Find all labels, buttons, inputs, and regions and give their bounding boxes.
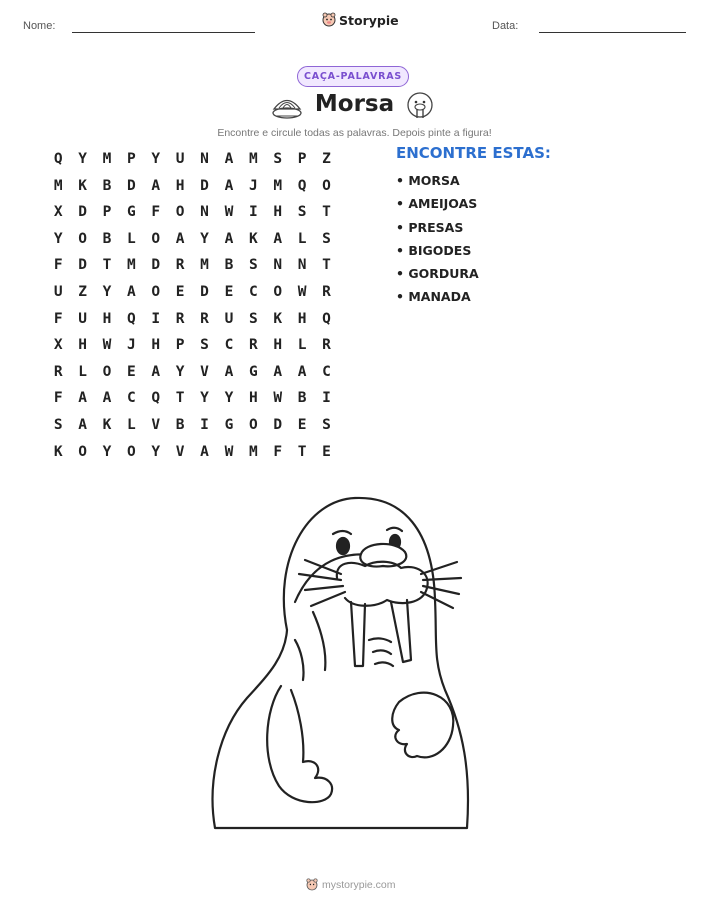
grid-cell[interactable]: M [127,257,136,274]
grid-cell[interactable]: A [224,230,234,247]
grid-cell[interactable]: O [151,283,161,300]
grid-row [46,412,339,439]
grid-cell[interactable]: B [297,390,307,407]
puzzle-type-badge: CAÇA-PALAVRAS [297,66,409,87]
grid-cell[interactable]: F [273,443,283,460]
grid-cell[interactable]: X [53,204,63,221]
grid-row [46,226,339,253]
grid-cell[interactable]: O [273,283,283,300]
grid-cell[interactable]: Y [151,151,161,167]
grid-cell[interactable]: C [248,283,258,300]
grid-cell[interactable]: B [224,257,234,274]
grid-cell[interactable]: Z [78,283,87,300]
grid-cell[interactable]: E [224,283,234,300]
grid-cell[interactable]: D [151,257,161,274]
grid-cell[interactable]: Q [53,151,63,167]
grid-cell[interactable]: D [78,204,87,221]
grid-row [46,279,339,306]
word-list-title: ENCONTRE ESTAS: [396,144,551,162]
grid-cell[interactable]: O [78,443,87,460]
grid-cell[interactable]: K [53,443,63,460]
grid-cell[interactable]: K [78,177,87,194]
grid-cell[interactable]: O [175,204,185,221]
grid-cell[interactable]: V [175,443,185,460]
grid-cell[interactable]: D [273,416,283,433]
grid-cell[interactable]: D [200,177,209,194]
grid-cell[interactable]: O [127,443,136,460]
grid-cell[interactable]: W [102,337,112,354]
grid-cell[interactable]: I [200,416,209,433]
instructions: Encontre e circule todas as palavras. Depois pinte a figura! [217,127,492,139]
grid-cell[interactable]: R [248,337,258,354]
grid-cell[interactable]: S [273,151,283,167]
grid-cell[interactable]: C [224,337,234,354]
grid-cell[interactable]: A [151,363,161,380]
grid-cell[interactable]: K [248,230,258,247]
brand-name: Storypie [339,12,399,28]
grid-cell[interactable]: Q [127,310,136,327]
grid-cell[interactable]: Y [53,230,63,247]
grid-cell[interactable]: Q [297,177,307,194]
grid-cell[interactable]: Y [102,443,112,460]
grid-cell[interactable]: A [273,363,283,380]
grid-cell[interactable]: F [53,390,63,407]
grid-cell[interactable]: M [273,177,283,194]
grid-cell[interactable]: W [297,283,307,300]
grid-cell[interactable]: U [224,310,234,327]
grid-cell[interactable]: B [102,177,112,194]
grid-cell[interactable]: A [224,151,234,167]
grid-cell[interactable]: I [248,204,258,221]
grid-cell[interactable]: H [78,337,87,354]
grid-cell[interactable]: Z [322,151,331,167]
grid-row [46,199,339,226]
grid-cell[interactable]: H [151,337,161,354]
grid-cell[interactable]: R [175,310,185,327]
grid-cell[interactable]: E [297,416,307,433]
grid-cell[interactable]: V [151,416,161,433]
grid-cell[interactable]: J [248,177,258,194]
grid-cell[interactable]: M [102,151,112,167]
grid-cell[interactable]: L [127,416,136,433]
grid-cell[interactable]: E [322,443,331,460]
grid-cell[interactable]: W [224,443,234,460]
grid-cell[interactable]: F [151,204,161,221]
grid-cell[interactable]: A [78,390,87,407]
date-line [539,32,686,33]
grid-cell[interactable]: S [248,257,258,274]
grid-cell[interactable]: S [297,204,307,221]
grid-cell[interactable]: C [127,390,136,407]
grid-cell[interactable]: O [322,177,331,194]
grid-cell[interactable]: M [248,443,258,460]
grid-row [46,173,339,200]
grid-cell[interactable]: D [78,257,87,274]
grid-cell[interactable]: T [322,257,331,274]
word-item: • BIGODES [396,242,472,258]
grid-cell[interactable]: K [102,416,112,433]
grid-cell[interactable]: R [322,337,331,354]
grid-cell[interactable]: Y [102,283,112,300]
grid-cell[interactable]: Q [322,310,331,327]
date-label: Data: [492,20,519,32]
grid-cell[interactable]: H [273,337,283,354]
grid-cell[interactable]: M [53,177,63,194]
grid-cell[interactable]: A [102,390,112,407]
grid-cell[interactable]: T [322,204,331,221]
grid-cell[interactable]: A [175,230,185,247]
grid-cell[interactable]: S [248,310,258,327]
grid-row [46,306,339,333]
grid-cell[interactable]: A [78,416,87,433]
word-list [396,171,479,311]
grid-cell[interactable]: J [127,337,136,354]
grid-cell[interactable]: L [78,363,87,380]
grid-cell[interactable]: P [175,337,185,354]
grid-cell[interactable]: Y [78,151,87,167]
grid-cell[interactable]: H [273,204,283,221]
grid-cell[interactable]: S [200,337,209,354]
grid-cell[interactable]: T [175,390,185,407]
word-item: • MANADA [396,289,471,305]
storypie-mascot-icon [306,878,318,892]
grid-cell[interactable]: O [78,230,87,247]
grid-cell[interactable]: D [200,283,209,300]
storypie-mascot-icon [322,12,336,28]
grid-cell[interactable]: A [224,177,234,194]
grid-cell[interactable]: O [248,416,258,433]
storypie-logo [322,12,399,28]
grid-cell[interactable]: I [151,310,161,327]
grid-row [46,385,339,412]
grid-cell[interactable]: U [53,283,63,300]
grid-cell[interactable]: L [297,337,307,354]
grid-cell[interactable]: A [127,283,136,300]
grid-row [46,359,339,386]
grid-cell[interactable]: G [224,416,234,433]
grid-row [46,439,339,466]
grid-cell[interactable]: T [102,257,112,274]
grid-cell[interactable]: P [102,204,112,221]
grid-cell[interactable]: M [200,257,209,274]
grid-cell[interactable]: S [322,416,331,433]
footer-url: mystorypie.com [322,879,396,891]
grid-cell[interactable]: E [127,363,136,380]
grid-cell[interactable]: T [297,443,307,460]
grid-row [46,252,339,279]
grid-cell[interactable]: I [322,390,331,407]
grid-cell[interactable]: S [53,416,63,433]
grid-cell[interactable]: N [200,204,209,221]
grid-cell[interactable]: F [53,310,63,327]
grid-cell[interactable]: G [127,204,136,221]
grid-cell[interactable]: V [200,363,209,380]
grid-cell[interactable]: Y [151,443,161,460]
grid-cell[interactable]: O [102,363,112,380]
name-label: Nome: [23,20,56,32]
grid-row [46,332,339,359]
name-line [72,32,255,33]
grid-cell[interactable]: E [175,283,185,300]
walrus-illustration [195,490,515,842]
walrus-face-icon [405,91,435,121]
grid-cell[interactable]: R [322,283,331,300]
grid-cell[interactable]: W [224,204,234,221]
grid-cell[interactable]: D [127,177,136,194]
word-item: • MORSA [396,173,460,188]
grid-cell[interactable]: Q [151,390,161,407]
grid-cell[interactable]: R [53,363,63,380]
grid-cell[interactable]: A [200,443,209,460]
grid-cell[interactable]: Y [224,390,234,407]
grid-cell[interactable]: N [273,257,283,274]
grid-cell[interactable]: S [322,230,331,247]
grid-cell[interactable]: A [151,177,161,194]
grid-cell[interactable]: A [273,230,283,247]
grid-row [46,146,339,173]
page-title: Morsa [314,91,395,117]
grid-cell[interactable]: M [248,151,258,167]
grid-cell[interactable]: F [53,257,63,274]
grid-cell[interactable]: C [322,363,331,380]
word-item: • PRESAS [396,219,464,235]
grid-cell[interactable]: P [297,151,307,167]
grid-cell[interactable]: U [175,151,185,167]
grid-cell[interactable]: R [200,310,209,327]
grid-cell[interactable]: Y [175,363,185,380]
grid-cell[interactable]: W [273,390,283,407]
grid-cell[interactable]: P [127,151,136,167]
footer [306,878,396,892]
grid-cell[interactable]: G [248,363,258,380]
word-item: • GORDURA [396,266,479,282]
grid-cell[interactable]: U [78,310,87,327]
grid-cell[interactable]: N [200,151,209,167]
word-item: • AMEIJOAS [396,196,478,212]
grid-cell[interactable]: L [127,230,136,247]
grid-cell[interactable]: R [175,257,185,274]
grid-cell[interactable]: H [297,310,307,327]
grid-cell[interactable]: B [102,230,112,247]
grid-cell[interactable]: Y [200,230,209,247]
grid-cell[interactable]: A [297,363,307,380]
grid-cell[interactable]: L [297,230,307,247]
grid-cell[interactable]: H [248,390,258,407]
grid-cell[interactable]: X [53,337,63,354]
grid-cell[interactable]: O [151,230,161,247]
grid-cell[interactable]: H [175,177,185,194]
grid-cell[interactable]: N [297,257,307,274]
grid-cell[interactable]: K [273,310,283,327]
grid-cell[interactable]: A [224,363,234,380]
grid-cell[interactable]: H [102,310,112,327]
letter-grid[interactable] [46,146,339,465]
grid-cell[interactable]: Y [200,390,209,407]
grid-cell[interactable]: B [175,416,185,433]
